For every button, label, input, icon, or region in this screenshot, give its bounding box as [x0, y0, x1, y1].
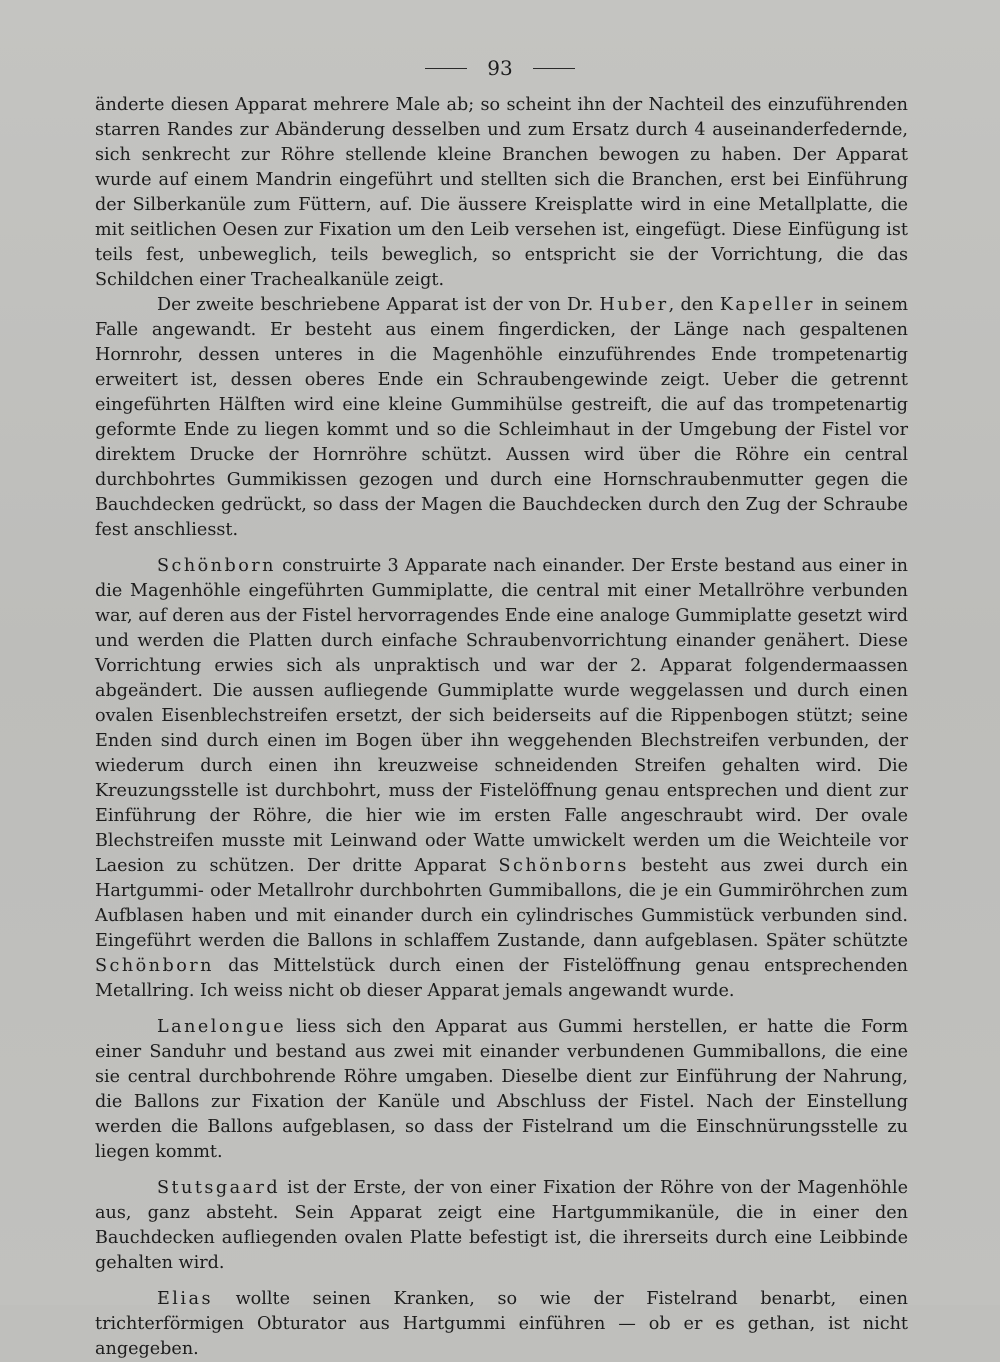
- text-run: Der zweite beschriebene Apparat ist der von Dr.: [157, 295, 600, 315]
- text-run: besteht aus zwei durch ein Hartgummi- oder Metallrohr durchbohrten Gummiballons, die je ein Gummiröhrchen zum Aufblasen haben und mit einander durch ein cylindrisches Gummistück verbunden sind. Eingeführt werden die Ballons in schlaffem Zustande, dann aufgeblasen. Später schützte: [95, 856, 908, 951]
- author-name-schoenborns: Schönborns: [498, 856, 629, 876]
- paragraph: [95, 1287, 908, 1362]
- paragraph: [95, 293, 908, 543]
- body-text: [95, 93, 908, 1362]
- text-run: in seinem Falle angewandt. Er besteht aus einem fingerdicken, der Länge nach gespaltenen Hornrohr, dessen unteres in die Magenhöhle einzuführendes Ende trompetenartig erweitert ist, dessen oberes Ende ein Schraubengewinde zeigt. Ueber die getrennt eingeführten Hälften wird eine kleine Gummihülse gestreift, die auf das trompetenartig geformte Ende zu liegen kommt und so die Schleimhaut in der Umgebung der Fistel vor direktem Drucke der Hornröhre schützt. Aussen wird über die Röhre ein central durchbohrtes Gummikissen gezogen und durch eine Hornschraubenmutter gegen die Bauchdecken gedrückt, so dass der Magen die Bauchdecken durch den Zug der Schraube fest anschliesst.: [95, 295, 908, 540]
- text-run: liess sich den Apparat aus Gummi herstellen, er hatte die Form einer Sanduhr und bestand aus zwei mit einander verbundenen Gummiballons, die eine sie central durchbohrende Röhre umgaben. Dieselbe dient zur Einführung der Nahrung, die Ballons zur Fixation der Kanüle und Abschluss der Fistel. Nach der Einstellung werden die Ballons aufgeblasen, so dass der Fistelrand um die Einschnürungsstelle zu liegen kommt.: [95, 1017, 908, 1162]
- paragraph: [95, 1015, 908, 1165]
- text-run: wollte seinen Kranken, so wie der Fistelrand benarbt, einen trichterförmigen Obturator aus Hartgummi einführen — ob er es gethan, ist nicht angegeben.: [95, 1289, 908, 1359]
- page-header: [0, 56, 1000, 80]
- author-name-kapeller: Kapeller: [719, 295, 815, 315]
- text-run: construirte 3 Apparate nach einander. Der Erste bestand aus einer in die Magenhöhle eingeführten Gummiplatte, die central mit einer Metallröhre verbunden war, auf deren aus der Fistel hervorragendes Ende eine analoge Gummiplatte gesetzt wird und werden die Platten durch einfache Schraubenvorrichtung einander genähert. Diese Vorrichtung erwies sich als unpraktisch und war der 2. Apparat folgendermaassen abgeändert. Die aussen aufliegende Gummiplatte wurde weggelassen und durch einen ovalen Eisenblechstreifen ersetzt, der sich beiderseits auf die Rippenbogen stützt; seine Enden sind durch einen im Bogen über ihn weggehenden Blechstreifen verbunden, der wiederum durch einen ihn kreuzweise schneidenden Streifen gehalten wird. Die Kreuzungsstelle ist durchbohrt, muss der Fistelöffnung genau entsprechen und dient zur Einführung der Röhre, die hier wie im ersten Falle angeschraubt wird. Der ovale Blechstreifen musste mit Leinwand oder Watte umwickelt werden um die Weichteile vor Laesion zu schützen. Der dritte Apparat: [95, 556, 908, 876]
- author-name-huber: Huber: [599, 295, 669, 315]
- author-name-schoenborn: Schönborn: [157, 556, 276, 576]
- text-run: das Mittelstück durch einen der Fistelöffnung genau entsprechenden Metallring. Ich weiss nicht ob dieser Apparat jemals angewandt wurde.: [95, 956, 908, 1001]
- author-name-stutsgaard: Stutsgaard: [157, 1178, 281, 1198]
- author-name-elias: Elias: [157, 1289, 213, 1309]
- text-run: änderte diesen Apparat mehrere Male ab; so scheint ihn der Nachteil des einzuführenden starren Randes zur Abänderung desselben und zum Ersatz durch 4 auseinanderfedernde, sich senkrecht zur Röhre stellende kleine Branchen bewogen zu haben. Der Apparat wurde auf einem Mandrin eingeführt und stellten sich die Branchen, erst bei Einführung der Silberkanüle zum Füttern, auf. Die äussere Kreisplatte wird in eine Metallplatte, die mit seitlichen Oesen zur Fixation um den Leib versehen ist, eingefügt. Diese Einfügung ist teils fest, unbeweglich, teils beweglich, so entspricht sie der Vorrichtung, die das Schildchen einer Trachealkanüle zeigt.: [95, 95, 908, 290]
- author-name-schoenborn: Schönborn: [95, 956, 214, 976]
- text-run: ist der Erste, der von einer Fixation der Röhre von der Magenhöhle aus, ganz absteht. Sein Apparat zeigt eine Hartgummikanüle, die in einer den Bauchdecken aufliegenden ovalen Platte befestigt ist, die ihrerseits durch eine Leibbinde gehalten wird.: [95, 1178, 908, 1273]
- paragraph: [95, 1176, 908, 1276]
- paragraph: [95, 554, 908, 1004]
- page-number: 93: [487, 56, 513, 80]
- header-rule-right: [533, 68, 575, 69]
- author-name-lanelongue: Lanelongue: [157, 1017, 287, 1037]
- header-rule-left: [425, 68, 467, 69]
- paragraph: [95, 93, 908, 293]
- text-run: , den: [668, 295, 720, 315]
